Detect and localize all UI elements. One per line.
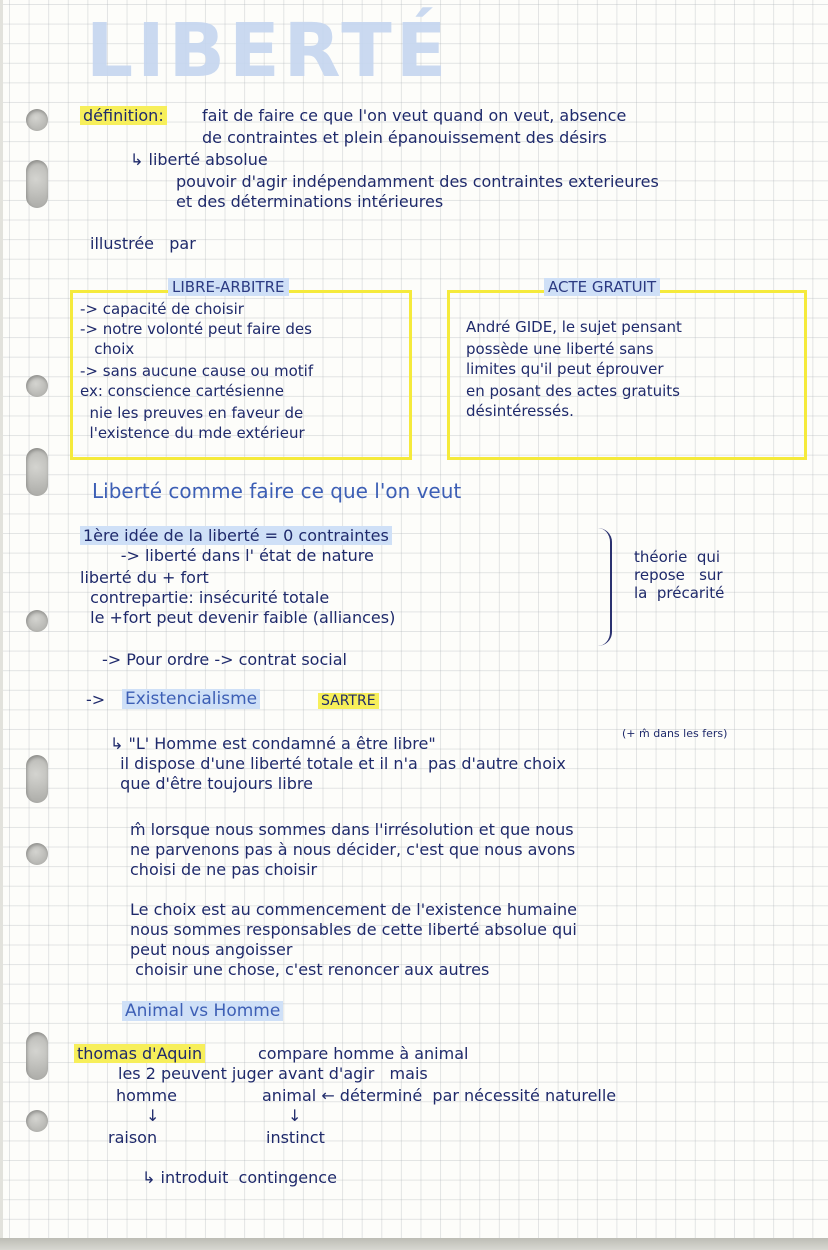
section-line: le +fort peut devenir faible (alliances) [80, 608, 396, 627]
aquin-line: compare homme à animal [258, 1044, 469, 1063]
page-title: LIBERTÉ [86, 8, 451, 94]
compare-raison: raison [108, 1128, 158, 1147]
section-line: -> liberté dans l' état de nature [80, 546, 374, 565]
quote-note: (+ m̂ dans les fers) [622, 727, 728, 740]
binder-hole-oval [26, 755, 48, 803]
conclusion-line: ↳ introduit contingence [142, 1168, 337, 1187]
paragraph-line: peut nous angoisser [130, 940, 293, 959]
compare-homme: homme [116, 1086, 177, 1105]
section-line: contrepartie: insécurité totale [80, 588, 330, 607]
paragraph-line: choisir une chose, c'est renoncer aux autres [130, 960, 490, 979]
absolute-line: et des déterminations intérieures [176, 192, 444, 211]
binder-hole-oval [26, 1032, 48, 1080]
box-line: désintéressés. [466, 402, 574, 420]
section2-arrow: -> [86, 690, 106, 709]
box-line: l'existence du mde extérieur [80, 424, 305, 442]
down-arrow-icon: ↓ [288, 1106, 302, 1125]
animal-vs-homme-heading [122, 1002, 283, 1022]
box-line: ex: conscience cartésienne [80, 382, 284, 400]
binder-hole-round [26, 375, 48, 397]
binder-hole-round [26, 1110, 48, 1132]
section-line: liberté du + fort [80, 568, 209, 587]
definition-line: de contraintes et plein épanouissement des désirs [202, 128, 607, 147]
author-aquin-text: thomas d'Aquin [74, 1044, 205, 1063]
box-line: André GIDE, le sujet pensant [466, 318, 682, 336]
section-line-text: 1ère idée de la liberté = 0 contraintes [80, 526, 392, 545]
binder-hole-oval [26, 160, 48, 208]
order-line: -> Pour ordre -> contrat social [102, 650, 347, 669]
paragraph-line: choisi de ne pas choisir [130, 860, 318, 879]
absolute-line: pouvoir d'agir indépendamment des contraintes exterieures [176, 172, 659, 191]
paragraph-line: Le choix est au commencement de l'existence humaine [130, 900, 577, 919]
box-line: nie les preuves en faveur de [80, 404, 304, 422]
brace-note-line: la précarité [634, 584, 725, 602]
illustrated-by: illustrée par [90, 234, 196, 253]
section-heading: Liberté comme faire ce que l'on veut [92, 479, 462, 503]
box-line: limites qu'il peut éprouver [466, 360, 664, 378]
quote-line: ↳ "L' Homme est condamné a être libre" [110, 734, 436, 753]
compare-instinct: instinct [266, 1128, 325, 1147]
existentialism-heading [122, 690, 260, 710]
compare-animal: animal ← déterminé par nécessité naturelle [262, 1086, 617, 1105]
binder-hole-round [26, 610, 48, 632]
box-line: -> notre volonté peut faire des [80, 320, 312, 338]
down-arrow-icon: ↓ [146, 1106, 160, 1125]
box-line: possède une liberté sans [466, 340, 654, 358]
section-line [80, 526, 392, 546]
brace-note-line: théorie qui [634, 548, 721, 566]
author-aquin [74, 1044, 205, 1064]
absolute-label: ↳ liberté absolue [130, 150, 268, 169]
libre-arbitre-title: LIBRE-ARBITRE [168, 278, 289, 296]
aquin-line: les 2 peuvent juger avant d'agir mais [118, 1064, 428, 1083]
animal-vs-homme-text: Animal vs Homme [122, 1001, 283, 1021]
author-sartre [318, 692, 379, 712]
binder-hole-round [26, 843, 48, 865]
brace-note-line: repose sur [634, 566, 723, 584]
definition-line: fait de faire ce que l'on veut quand on veut, absence [202, 106, 627, 125]
box-line: -> sans aucune cause ou motif [80, 362, 314, 380]
existentialism-heading-text: Existencialisme [122, 689, 260, 709]
box-line: en posant des actes gratuits [466, 382, 680, 400]
definition-label [80, 106, 167, 126]
page-bottom-edge [0, 1238, 828, 1250]
binder-hole-oval [26, 448, 48, 496]
box-line: choix [80, 340, 135, 358]
author-sartre-text: SARTRE [318, 693, 379, 709]
quote-line: que d'être toujours libre [110, 774, 313, 793]
paragraph-line: nous sommes responsables de cette liberté absolue qui [130, 920, 577, 939]
paragraph-line: m̂ lorsque nous sommes dans l'irrésolution et que nous [130, 820, 574, 839]
paragraph-line: ne parvenons pas à nous décider, c'est que nous avons [130, 840, 576, 859]
box-line: -> capacité de choisir [80, 300, 244, 318]
quote-line: il dispose d'une liberté totale et il n'a pas d'autre choix [110, 754, 566, 773]
curly-brace [596, 528, 612, 646]
binder-hole-round [26, 109, 48, 131]
definition-label-text: définition: [80, 106, 167, 125]
acte-gratuit-title: ACTE GRATUIT [544, 278, 660, 296]
